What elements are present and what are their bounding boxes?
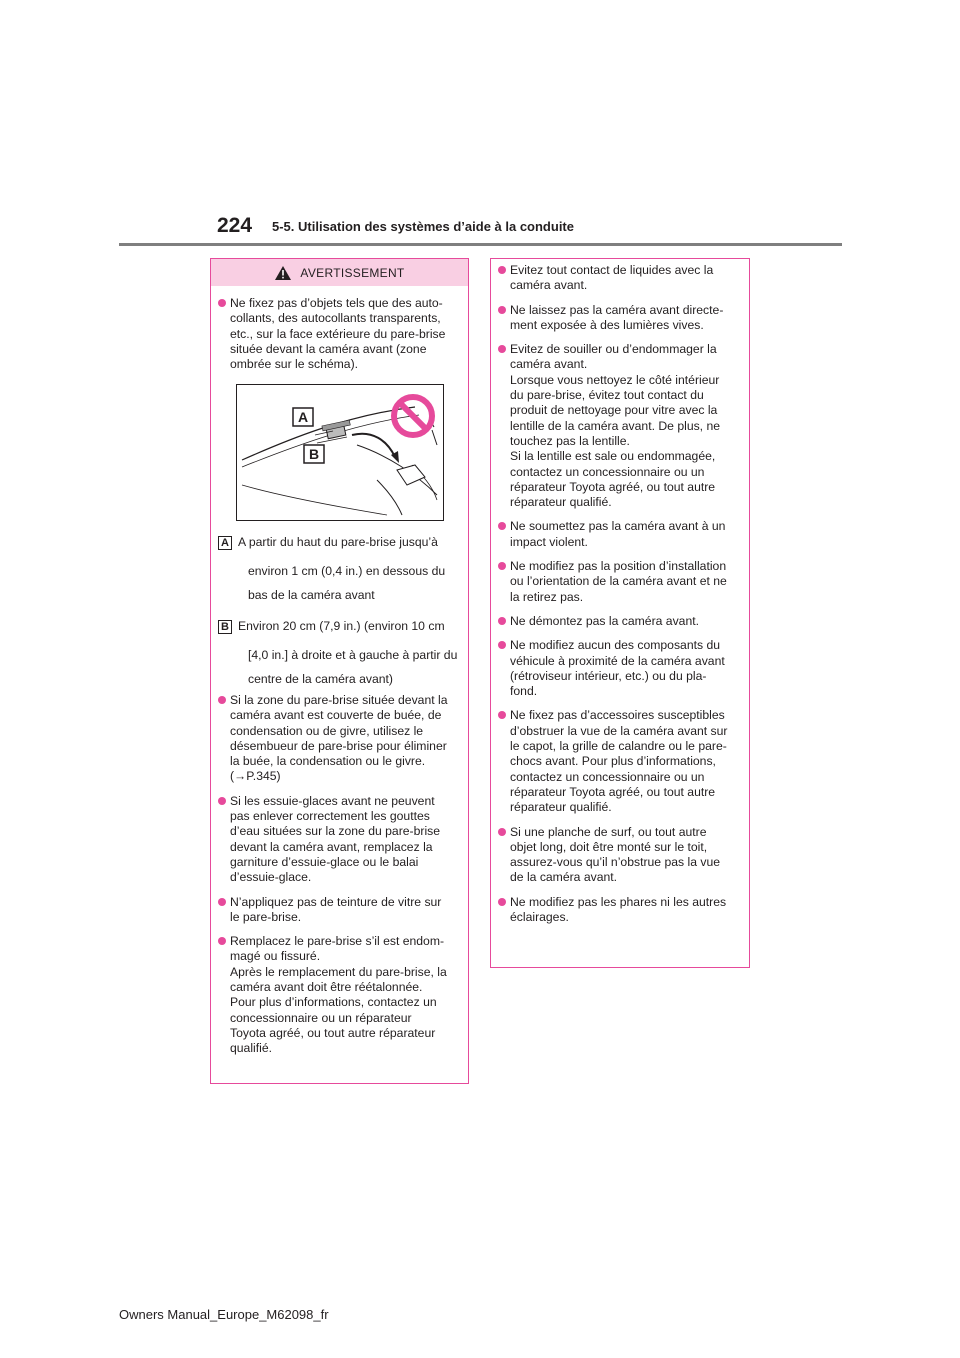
diagram-label-a: A bbox=[297, 409, 309, 425]
diagram-label-b: B bbox=[308, 446, 320, 462]
list-item bbox=[498, 263, 741, 294]
legend-a-line-3: bas de la caméra avant bbox=[248, 588, 375, 602]
bullet-text: Ne modifiez aucun des composants du véhicule à proximité de la caméra avant (rétroviseur intérieur, etc.) ou du pla- fond. bbox=[510, 638, 725, 699]
list-item bbox=[218, 693, 461, 785]
bullet-text: N’appliquez pas de teinture de vitre sur le pare-brise. bbox=[230, 894, 442, 924]
list-item bbox=[218, 296, 461, 372]
bullet-text: Ne démontez pas la caméra avant. bbox=[510, 613, 700, 628]
bullet-dot-icon bbox=[498, 898, 506, 906]
prohibited-icon bbox=[394, 397, 432, 435]
bullet-dot-icon bbox=[218, 797, 226, 805]
diagram-illustration bbox=[237, 385, 443, 520]
legend-b-line-1: Environ 20 cm (7,9 in.) (environ 10 cm bbox=[238, 619, 445, 633]
bullet-text: Si une planche de surf, ou tout autre objet long, doit être monté sur le toit, assurez-vous qu’il n’obstrue pas la vue de la caméra avant. bbox=[510, 824, 721, 885]
section-title: 5-5. Utilisation des systèmes d’aide à la conduite bbox=[272, 219, 574, 234]
list-item bbox=[498, 559, 741, 605]
list-item bbox=[498, 895, 741, 926]
list-item bbox=[498, 708, 741, 815]
list-item bbox=[498, 519, 741, 550]
warning-box-left bbox=[210, 258, 469, 1084]
legend-item-b bbox=[218, 619, 463, 685]
bullet-dot-icon bbox=[498, 266, 506, 274]
bullet-dot-icon bbox=[498, 828, 506, 836]
legend-badge-a: A bbox=[218, 536, 232, 550]
page-number: 224 bbox=[217, 214, 253, 237]
bullet-text: Evitez de souiller ou d’endommager la caméra avant. Lorsque vous nettoyez le côté intérieur du pare-brise, évitez tout contact du produit de nettoyage pour vitre avec la lentille de la caméra avant. De plus, ne touchez pas la lentille. Si la lentille est sale ou endommagée, contactez un concessionnaire ou un réparateur Toyota agréé, ou tout autre réparateur qualifié. bbox=[510, 342, 721, 510]
bullet-dot-icon bbox=[498, 641, 506, 649]
warning-left-list bbox=[218, 693, 461, 1066]
bullet-dot-icon bbox=[218, 898, 226, 906]
bullet-text: Evitez tout contact de liquides avec la caméra avant. bbox=[510, 263, 714, 293]
list-item bbox=[218, 934, 461, 1056]
bullet-dot-icon bbox=[218, 696, 226, 704]
header-divider bbox=[119, 243, 842, 246]
legend-a-line-2: environ 1 cm (0,4 in.) en dessous du bbox=[248, 564, 446, 578]
legend-b-line-2: [4,0 in.] à droite et à gauche à partir du bbox=[248, 648, 458, 662]
legend-a-line-1: A partir du haut du pare-brise jusqu’à bbox=[238, 535, 438, 549]
footer-text: Owners Manual_Europe_M62098_fr bbox=[119, 1307, 329, 1322]
legend-item-a bbox=[218, 535, 463, 601]
warning-first-list bbox=[218, 296, 461, 381]
bullet-dot-icon bbox=[498, 617, 506, 625]
warning-triangle-icon bbox=[274, 265, 292, 281]
warning-title: AVERTISSEMENT bbox=[300, 265, 405, 280]
list-item bbox=[498, 614, 741, 629]
bullet-text: Si les essuie-glaces avant ne peuvent pas enlever correctement les gouttes d’eau situées sur la zone du pare-brise devant la caméra avant, remplacez la garniture d’essuie-glace ou le balai d’essuie-glace. bbox=[230, 793, 441, 885]
bullet-dot-icon bbox=[218, 299, 226, 307]
bullet-text: Si la zone du pare-brise située devant la caméra avant est couverte de buée, de condensation ou de givre, utilisez le désembueur de pare-brise pour éliminer la buée, la condensation ou le givre. (→P.345) bbox=[230, 693, 448, 784]
bullet-dot-icon bbox=[218, 937, 226, 945]
warning-header bbox=[211, 259, 468, 286]
warning-right-list bbox=[498, 263, 741, 934]
bullet-dot-icon bbox=[498, 306, 506, 314]
windshield-camera-diagram bbox=[236, 384, 444, 521]
list-item bbox=[498, 342, 741, 510]
bullet-dot-icon bbox=[498, 522, 506, 530]
bullet-dot-icon bbox=[498, 562, 506, 570]
bullet-text: Ne soumettez pas la caméra avant à un impact violent. bbox=[510, 519, 726, 549]
bullet-text: Ne modifiez pas la position d’installation ou l’orientation de la caméra avant et ne la retirez pas. bbox=[510, 559, 727, 604]
legend-badge-b: B bbox=[218, 620, 232, 634]
list-item bbox=[498, 303, 741, 334]
list-item bbox=[498, 638, 741, 699]
bullet-text: Ne fixez pas d’objets tels que des auto- collants, des autocollants transparents, etc., sur la face extérieure du pare-brise située devant la caméra avant (zone ombrée sur le schéma). bbox=[230, 296, 446, 372]
list-item bbox=[218, 895, 461, 926]
bullet-text: Remplacez le pare-brise s’il est endom- magé ou fissuré. Après le remplacement du pare-brise, la caméra avant doit être réétalonnée. Pour plus d’informations, contactez un concessionnaire ou un réparateur Toyota agréé, ou tout autre réparateur qualifié. bbox=[230, 934, 447, 1056]
list-item bbox=[218, 794, 461, 886]
list-item bbox=[498, 825, 741, 886]
warning-box-right bbox=[490, 258, 750, 968]
bullet-text: Ne modifiez pas les phares ni les autres éclairages. bbox=[510, 894, 727, 924]
bullet-text: Ne fixez pas d’accessoires susceptibles d’obstruer la vue de la caméra avant sur le capot, la grille de calandre ou le pare- chocs avant. Pour plus d’informations, contactez un concessionnaire ou un réparateur Toyota agréé, ou tout autre réparateur qualifié. bbox=[510, 708, 728, 815]
bullet-dot-icon bbox=[498, 345, 506, 353]
bullet-text: Ne laissez pas la caméra avant directe- ment exposée à des lumières vives. bbox=[510, 302, 724, 332]
legend-b-line-3: centre de la caméra avant) bbox=[248, 672, 393, 686]
bullet-dot-icon bbox=[498, 711, 506, 719]
